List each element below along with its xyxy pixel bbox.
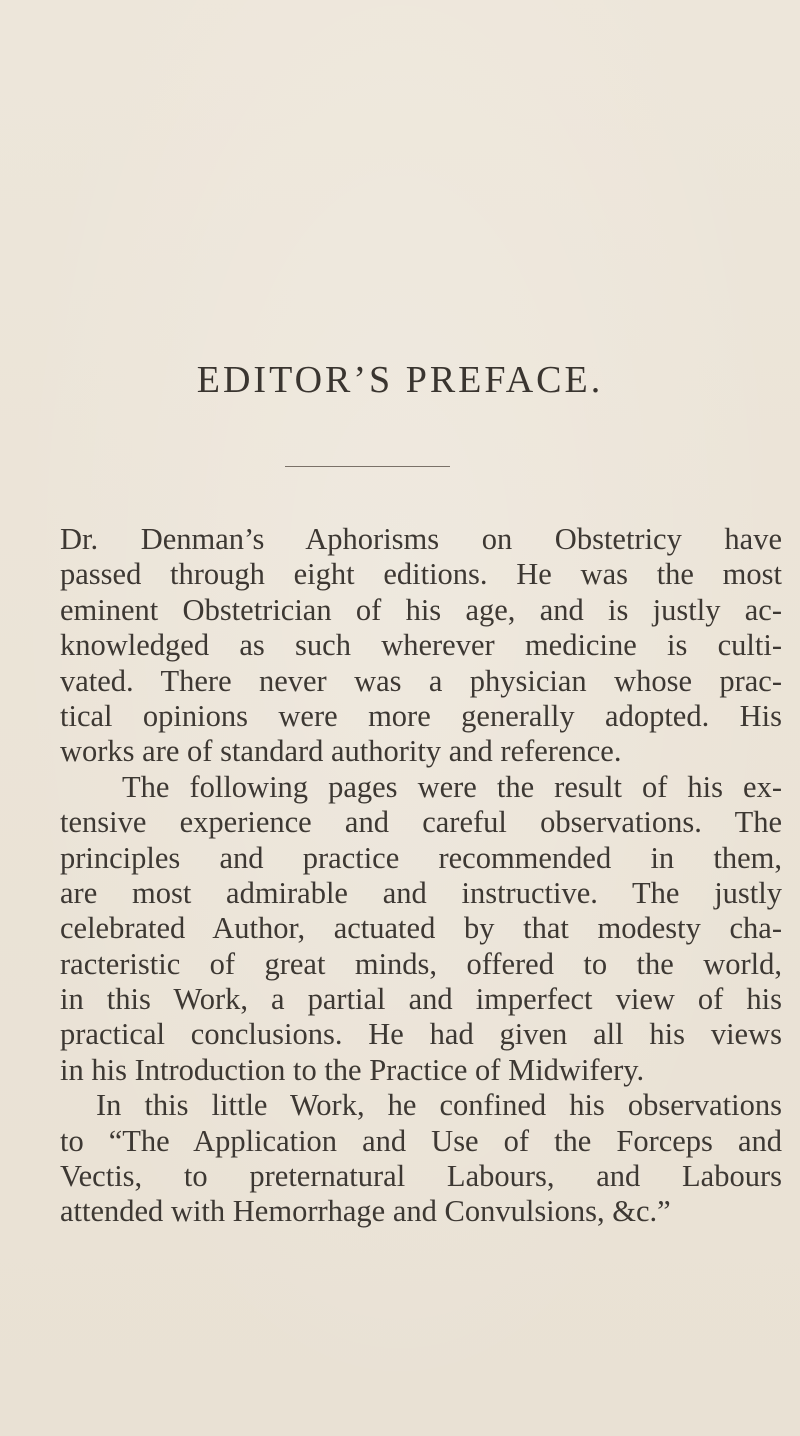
paragraph-1 (60, 522, 782, 770)
text-line: Vectis, to preternatural Labours, and Labours (60, 1159, 782, 1194)
text-line: principles and practice recommended in them, (60, 840, 782, 875)
text-line: passed through eight editions. He was the most (60, 557, 782, 592)
paragraph-2 (60, 770, 782, 1089)
text-line: tensive experience and careful observations. The (60, 805, 782, 840)
text-line: racteristic of great minds, offered to the world, (60, 946, 782, 981)
paragraph-3 (60, 1088, 782, 1230)
text-line: The following pages were the result of his ex- (122, 769, 782, 804)
text-line: are most admirable and instructive. The justly (60, 875, 782, 910)
text-line: In this little Work, he confined his observations (96, 1088, 782, 1123)
page-title: EDITOR’S PREFACE. (196, 359, 604, 401)
text-line: works are of standard authority and reference. (60, 734, 622, 769)
text-line: to “The Application and Use of the Forceps and (60, 1123, 782, 1158)
text-line: tical opinions were more generally adopted. His (60, 698, 782, 733)
title-divider (285, 466, 450, 467)
text-line: in his Introduction to the Practice of Midwifery. (60, 1052, 645, 1087)
text-line: vated. There never was a physician whose prac- (60, 663, 782, 698)
text-line: eminent Obstetrician of his age, and is justly ac- (60, 592, 782, 627)
preface-body (60, 522, 782, 1230)
text-line: knowledged as such wherever medicine is culti- (60, 628, 782, 663)
text-line: practical conclusions. He had given all his views (60, 1017, 782, 1052)
text-line: celebrated Author, actuated by that modesty cha- (60, 911, 782, 946)
text-line: attended with Hemorrhage and Convulsions, &c.” (60, 1194, 671, 1229)
text-line: Dr. Denman’s Aphorisms on Obstetricy have (60, 522, 782, 556)
text-line: in this Work, a partial and imperfect view of his (60, 982, 782, 1017)
